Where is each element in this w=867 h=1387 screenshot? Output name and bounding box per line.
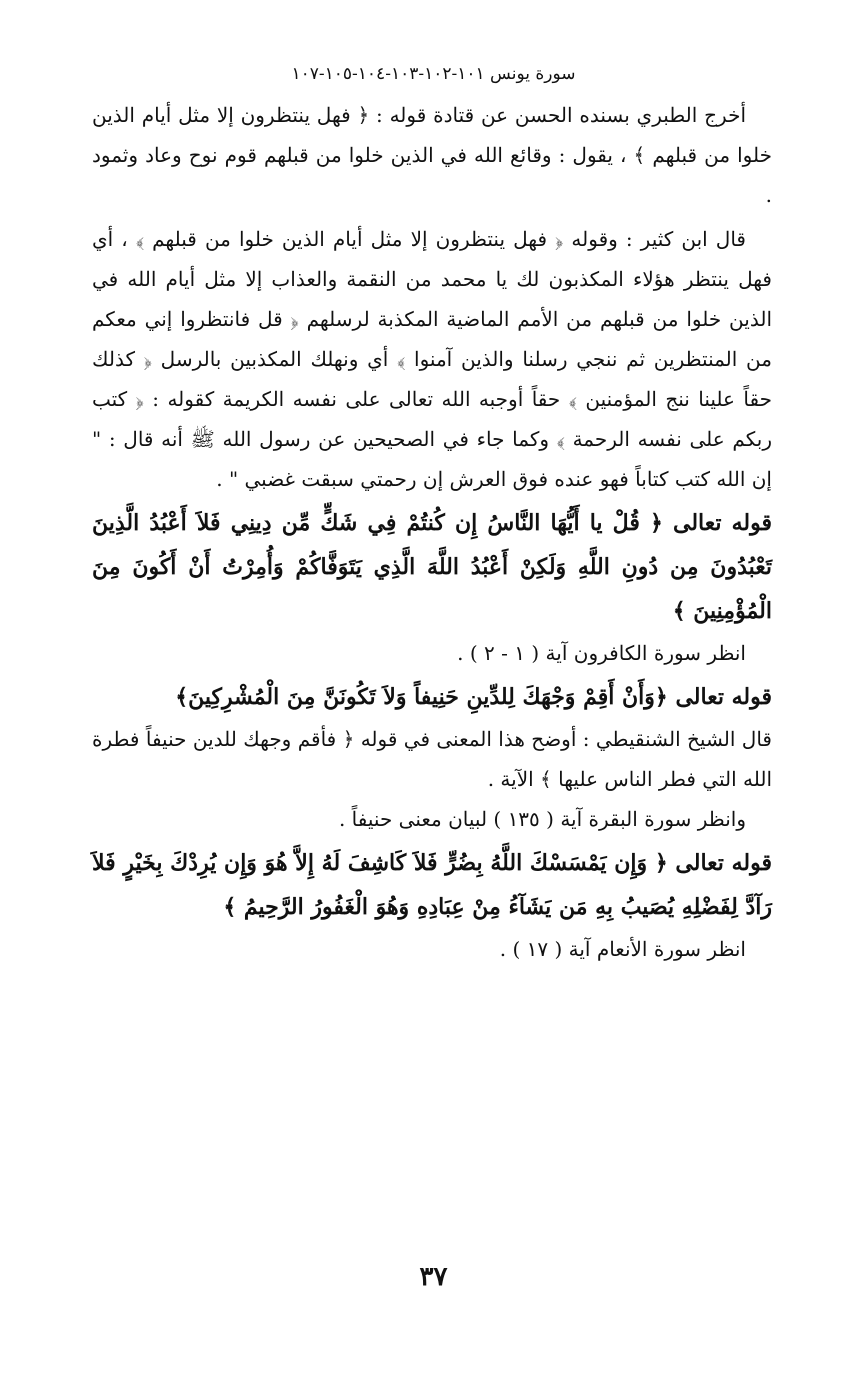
verse-105-heading: قوله تعالى ﴿وَأَنْ أَقِمْ وَجْهَكَ لِلدِّينِ حَنِيفاً وَلاَ تَكُونَنَّ مِنَ الْمُشْرِكِينَ﴾ — [175, 684, 772, 710]
tabari-paragraph: أخرج الطبري بسنده الحسن عن قتادة قوله : ﴿ فهل ينتظرون إلا مثل أيام الذين خلوا من قبلهم ﴾ ، يقول : وقائع الله في الذين خلوا من قبلهم قوم نوح وعاد وثمود . — [92, 103, 772, 207]
verse-107-heading: قوله تعالى ﴿ وَإِن يَمْسَسْكَ اللَّهُ بِضُرٍّ فَلاَ كَاشِفَ لَهُ إِلاَّ هُوَ وَإِن يُرِدْكَ بِخَيْرٍ فَلاَ رَآدَّ لِفَضْلِهِ يُصَيبُ بِهِ مَن يَشَآءُ مِنْ عِبَادِهِ وَهُوَ الْغَفُورُ الرَّحِيمُ ﴾ — [92, 850, 772, 920]
body-text — [92, 95, 772, 969]
cross-reference-kafirun: انظر سورة الكافرون آية ( ١ - ٢ ) . — [457, 641, 746, 665]
cross-reference-anam: انظر سورة الأنعام آية ( ١٧ ) . — [499, 937, 746, 961]
shinqiti-paragraph: قال الشيخ الشنقيطي : أوضح هذا المعنى في قوله ﴿ فأقم وجهك للدين حنيفاً فطرة الله التي فطر الناس عليها ﴾ الآية . — [92, 727, 772, 791]
ibn-kathir-paragraph: قال ابن كثير : وقوله ﴿ فهل ينتظرون إلا مثل أيام الذين خلوا من قبلهم ﴾ ، أي فهل ينتظر هؤلاء المكذبون لك يا محمد من النقمة والعذاب إلا مثل أيام الله في الذين خلوا من قبلهم من الأمم الماضية المكذبة لرسلهم ﴿ قل فانتظروا إني معكم من المنتظرين ثم ننجي رسلنا والذين آمنوا ﴾ أي ونهلك المكذبين بالرسل ﴿ كذلك حقاً علينا ننج المؤمنين ﴾ حقاً أوجبه الله تعالى على نفسه الكريمة كقوله : ﴿ كتب ربكم على نفسه الرحمة ﴾ وكما جاء في الصحيحين عن رسول الله ﷺ أنه قال : " إن الله كتب كتاباً فهو عنده فوق العرش إن رحمتي سبقت غضبي " . — [92, 227, 773, 491]
page-number: ٣٧ — [419, 1262, 448, 1292]
running-header: سورة يونس ١٠١-١٠٢-١٠٣-١٠٤-١٠٥-١٠٧ — [291, 64, 576, 84]
verse-104-heading: قوله تعالى ﴿ قُلْ يا أَيُّهَا النَّاسُ إِن كُنتُمْ فِي شَكٍّ مِّن دِينِي فَلاَ أَعْبُدُ الَّذِينَ تَعْبُدُونَ مِن دُونِ اللَّهِ وَلَكِنْ أَعْبُدُ اللَّهَ الَّذِي يَتَوَفَّاكُمْ وَأُمِرْتُ أَنْ أَكُونَ مِنَ الْمُؤْمِنِينَ ﴾ — [92, 510, 772, 624]
cross-reference-baqara: وانظر سورة البقرة آية ( ١٣٥ ) لبيان معنى حنيفاً . — [338, 807, 746, 831]
